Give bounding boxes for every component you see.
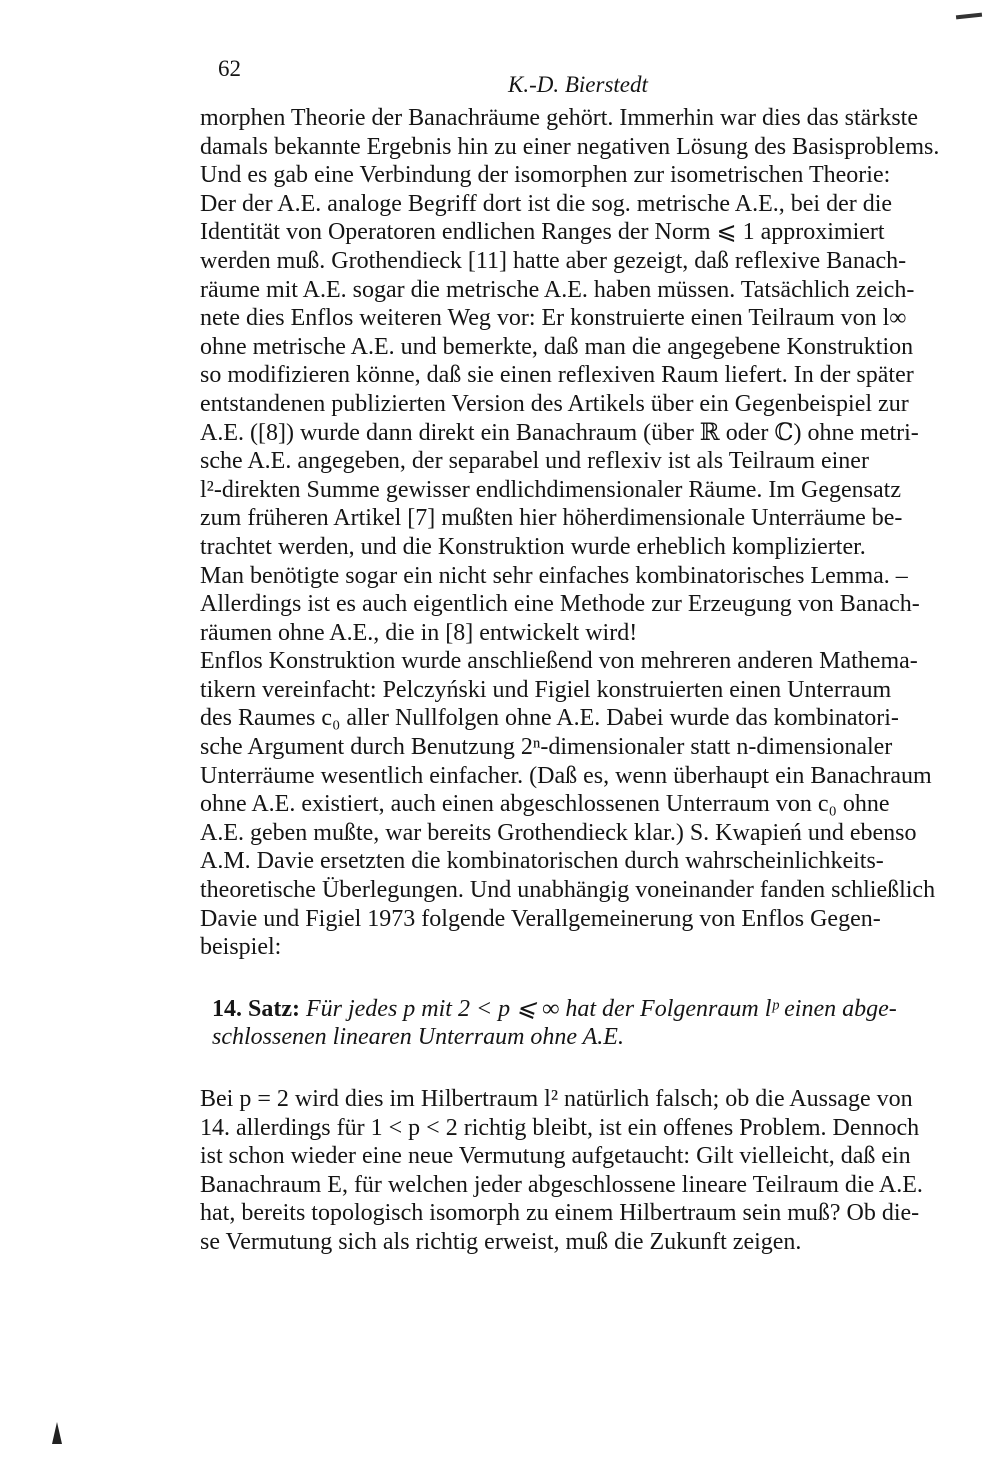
body-text bbox=[200, 104, 945, 1257]
text-line: A.E. geben mußte, war bereits Grothendieck klar.) S. Kwapień und ebenso bbox=[200, 819, 917, 846]
text-line: Identität von Operatoren endlichen Ranges der Norm ⩽ 1 approximiert bbox=[200, 219, 885, 246]
text-line: räumen ohne A.E., die in [8] entwickelt wird! bbox=[200, 619, 638, 646]
scan-edge-mark bbox=[956, 13, 982, 20]
text-line: se Vermutung sich als richtig erweist, muß die Zukunft zeigen. bbox=[200, 1228, 802, 1255]
page-number: 62 bbox=[218, 56, 241, 81]
text-line: trachtet werden, und die Konstruktion wurde erheblich komplizierter. bbox=[200, 533, 866, 560]
text-line: damals bekannte Ergebnis hin zu einer negativen Lösung des Basisproblems. bbox=[200, 133, 940, 160]
text-line: nete dies Enflos weiteren Weg vor: Er konstruierte einen Teilraum von l∞ bbox=[200, 305, 907, 332]
text-line: ohne metrische A.E. und bemerkte, daß man die angegebene Konstruktion bbox=[200, 333, 914, 360]
text-line: theoretische Überlegungen. Und unabhängig voneinander fanden schließlich bbox=[200, 877, 936, 904]
text-line: Unterräume wesentlich einfacher. (Daß es, wenn überhaupt ein Banachraum bbox=[200, 762, 932, 789]
text-line: Enflos Konstruktion wurde anschließend von mehreren anderen Mathema- bbox=[200, 648, 918, 675]
text-line: Man benötigte sogar ein nicht sehr einfaches kombinatorisches Lemma. – bbox=[200, 562, 908, 589]
theorem-second-line bbox=[200, 1023, 945, 1052]
theorem-first-line bbox=[200, 995, 945, 1024]
text-line: sche Argument durch Benutzung 2ⁿ-dimensionaler statt n-dimensionaler bbox=[200, 734, 893, 761]
text-line: morphen Theorie der Banachräume gehört. Immerhin war dies das stärkste bbox=[200, 105, 918, 131]
paragraph-gap bbox=[200, 1052, 945, 1085]
text-line: Allerdings ist es auch eigentlich eine Methode zur Erzeugung von Banach- bbox=[200, 591, 920, 618]
text-line: Der der A.E. analoge Begriff dort ist die sog. metrische A.E., bei der die bbox=[200, 190, 893, 217]
paragraph-gap bbox=[200, 962, 945, 995]
running-head-author: K.-D. Bierstedt bbox=[508, 72, 648, 97]
text-line: Banachraum E, für welchen jeder abgeschlossene lineare Teilraum die A.E. bbox=[200, 1171, 923, 1198]
theorem-text: schlossenen linearen Unterraum ohne A.E. bbox=[212, 1024, 624, 1051]
text-line: sche A.E. angegeben, der separabel und reflexiv ist als Teilraum einer bbox=[200, 448, 869, 475]
text-line: l²-direkten Summe gewisser endlichdimensionaler Räume. Im Gegensatz bbox=[200, 476, 901, 503]
theorem bbox=[200, 995, 945, 1052]
text-line: beispiel: bbox=[200, 934, 282, 961]
text-line: A.E. ([8]) wurde dann direkt ein Banachraum (über ℝ oder ℂ) ohne metri- bbox=[200, 419, 919, 446]
text-line: 14. allerdings für 1 < p < 2 richtig bleibt, ist ein offenes Problem. Dennoch bbox=[200, 1114, 920, 1141]
text-line: tikern vereinfacht: Pelczyński und Figiel konstruierten einen Unterraum bbox=[200, 676, 892, 703]
text-line: ohne A.E. existiert, auch einen abgeschlossenen Unterraum von c₀ ohne bbox=[200, 791, 890, 818]
text-line: Davie und Figiel 1973 folgende Verallgemeinerung von Enflos Gegen- bbox=[200, 905, 881, 932]
scan-edge-mark bbox=[52, 1422, 62, 1444]
text-line: so modifizieren könne, daß sie einen reflexiven Raum liefert. In der später bbox=[200, 362, 914, 389]
text-line: ist schon wieder eine neue Vermutung aufgetaucht: Gilt vielleicht, daß ein bbox=[200, 1143, 911, 1170]
text-line: räume mit A.E. sogar die metrische A.E. haben müssen. Tatsächlich zeich- bbox=[200, 276, 915, 303]
text-line: zum früheren Artikel [7] mußten hier höherdimensionale Unterräume be- bbox=[200, 505, 903, 532]
theorem-label: 14. Satz: bbox=[212, 995, 300, 1022]
theorem-text: Für jedes p mit 2 < p ⩽ ∞ hat der Folgenraum lᵖ einen abge- bbox=[305, 995, 897, 1022]
text-line: des Raumes c₀ aller Nullfolgen ohne A.E. Dabei wurde das kombinatori- bbox=[200, 705, 899, 732]
text-line: hat, bereits topologisch isomorph zu einem Hilbertraum sein muß? Ob die- bbox=[200, 1200, 920, 1227]
text-line: Bei p = 2 wird dies im Hilbertraum l² natürlich falsch; ob die Aussage von bbox=[200, 1086, 913, 1112]
text-line: Und es gab eine Verbindung der isomorphen zur isometrischen Theorie: bbox=[200, 162, 891, 189]
text-line: A.M. Davie ersetzten die kombinatorischen durch wahrscheinlichkeits- bbox=[200, 848, 884, 875]
text-line: werden muß. Grothendieck [11] hatte aber gezeigt, daß reflexive Banach- bbox=[200, 247, 907, 274]
text-line: entstandenen publizierten Version des Artikels über ein Gegenbeispiel zur bbox=[200, 390, 909, 417]
